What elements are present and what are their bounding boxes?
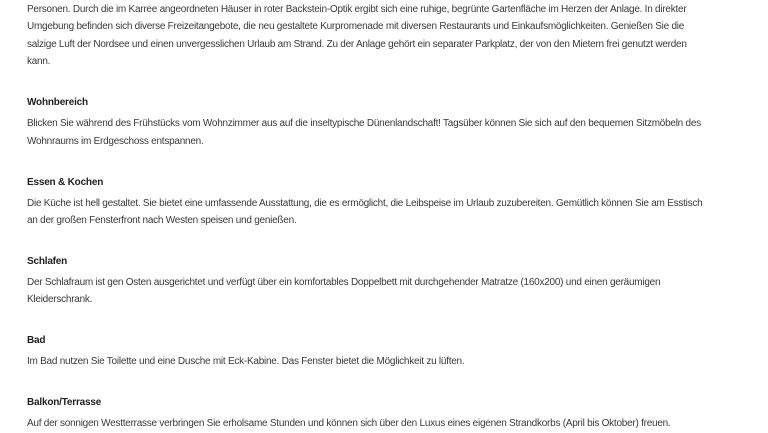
section-paragraph (27, 274, 742, 309)
section-heading: Essen & Kochen (27, 176, 104, 188)
text-line: an der großen Fensterfront nach Westen speisen und genießen. (27, 215, 297, 227)
section-heading: Balkon/Terrasse (27, 397, 102, 409)
section-balkon-terrasse (27, 394, 742, 432)
text-line: Blicken Sie während des Frühstücks vom Wohnzimmer aus auf die inseltypische Dünenlandschaft! Tagsüber können Sie sich auf den bequemen Sitzmöbeln des (27, 118, 701, 130)
section-heading: Wohnbereich (27, 97, 88, 109)
section-wohnbereich (27, 94, 742, 150)
section-paragraph (27, 195, 742, 230)
text-line: Auf der sonnigen Westterrasse verbringen Sie erholsame Stunden und können sich über den Luxus eines eigenen Strandkorbs (April bis Oktober) freuen. (27, 418, 671, 430)
text-line: Kleiderschrank. (27, 294, 93, 306)
text-line: Personen. Durch die im Karree angeordneten Häuser in roter Backstein-Optik ergibt sich eine ruhige, begrünte Gartenfläche im Herzen der Anlage. In direkter (27, 4, 687, 15)
section-essen-kochen (27, 174, 742, 230)
text-line: Der Schlafraum ist gen Osten ausgerichtet und verfügt über ein komfortables Doppelbett mit durchgehender Matratze (160x200) und einen geräumigen (27, 276, 661, 288)
text-line: Wohnraums im Erdgeschoss entspannen. (27, 135, 204, 147)
text-line: kann. (27, 56, 51, 68)
section-heading: Schlafen (27, 256, 68, 268)
text-line: Im Bad nutzen Sie Toilette und eine Dusche mit Eck-Kabine. Das Fenster bietet die Möglichkeit zu lüften. (27, 356, 465, 368)
section-paragraph (27, 353, 742, 370)
section-heading: Bad (27, 335, 46, 347)
section-paragraph (27, 415, 742, 432)
text-line: salzige Luft der Nordsee und einen unvergesslichen Urlaub am Strand. Zu der Anlage gehört ein separater Parkplatz, der von den Mietern frei genutzt werden (27, 38, 687, 50)
intro-paragraph (27, 1, 742, 71)
text-line: Umgebung befinden sich diverse Freizeitangebote, die neu gestaltete Kurpromenade mit diversen Restaurants und Einkaufsmöglichkeiten. Genießen Sie die (27, 21, 685, 33)
section-paragraph (27, 115, 742, 150)
text-line: Die Küche ist hell gestaltet. Sie bietet eine umfassende Ausstattung, die es ermöglicht, die Leibspeise im Urlaub zuzubereiten. Gemütlich können Sie am Esstisch (27, 197, 703, 209)
section-schlafen (27, 253, 742, 309)
section-bad (27, 332, 742, 370)
